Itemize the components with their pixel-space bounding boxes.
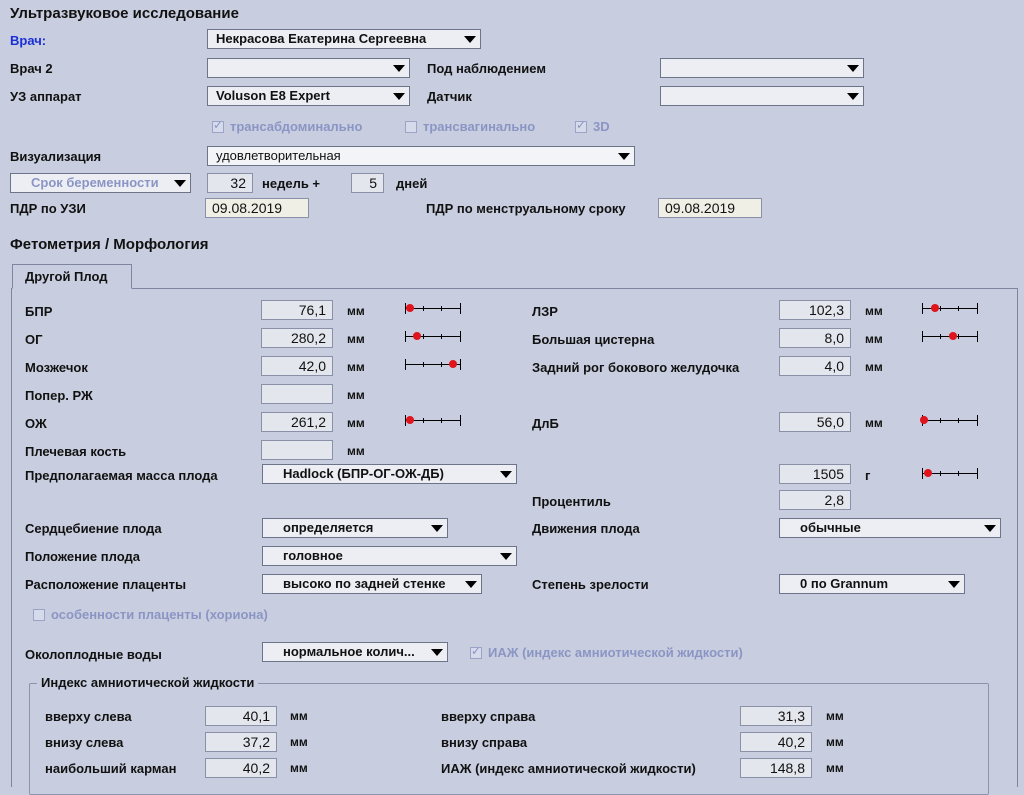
scale-mid-tick	[940, 471, 941, 476]
percentile-marker	[413, 332, 421, 340]
pdr-men-field[interactable]: 09.08.2019	[658, 198, 762, 218]
mass-value-field[interactable]: 1505	[779, 464, 851, 484]
placenta-label: Расположение плаценты	[25, 577, 187, 592]
visual-select[interactable]	[207, 146, 635, 166]
section-title: Фетометрия / Морфология	[10, 236, 209, 253]
chevron-down-icon	[393, 65, 405, 72]
transabd-checkbox[interactable]	[212, 121, 224, 133]
afi-right-label: ИАЖ (индекс амниотической жидкости)	[441, 761, 696, 776]
term-button-label: Срок беременности	[31, 175, 159, 190]
afi-right-input[interactable]: 31,3	[740, 706, 812, 726]
movement-select-value: обычные	[800, 520, 861, 535]
scale-end-tick	[460, 331, 461, 342]
chevron-down-icon	[847, 93, 859, 100]
measure-input[interactable]: 280,2	[261, 328, 333, 348]
scale-mid-tick	[423, 418, 424, 423]
measure-unit: мм	[865, 416, 883, 430]
scale-end-tick	[977, 415, 978, 426]
maturity-select[interactable]	[779, 574, 965, 594]
chevron-down-icon	[464, 36, 476, 43]
heartbeat-label: Сердцебиение плода	[25, 521, 162, 536]
afi-unit: мм	[290, 761, 308, 775]
mass-method-value: Hadlock (БПР-ОГ-ОЖ-ДБ)	[283, 466, 444, 481]
afi-left-input[interactable]: 40,1	[205, 706, 277, 726]
days-label: дней	[396, 176, 428, 191]
afi-left-label: внизу слева	[45, 735, 124, 750]
scale-mid-tick	[940, 334, 941, 339]
waters-label: Околоплодные воды	[25, 647, 162, 662]
percentile-scale	[405, 359, 461, 371]
movement-select[interactable]	[779, 518, 1001, 538]
percentile-scale	[922, 303, 978, 315]
doctor-select[interactable]	[207, 29, 481, 49]
chevron-down-icon	[431, 525, 443, 532]
iaj-check-label: ИАЖ (индекс амниотической жидкости)	[488, 645, 743, 660]
measure-label: ОЖ	[25, 416, 47, 431]
measure-unit: мм	[865, 332, 883, 346]
position-label: Положение плода	[25, 549, 140, 564]
percentile-scale	[405, 415, 461, 427]
measure-label: ОГ	[25, 332, 43, 347]
measure-input[interactable]: 4,0	[779, 356, 851, 376]
scale-end-tick	[977, 468, 978, 479]
scale-end-tick	[977, 303, 978, 314]
measure-input[interactable]: 42,0	[261, 356, 333, 376]
measure-input[interactable]: 102,3	[779, 300, 851, 320]
iaj-checkbox[interactable]	[470, 647, 482, 659]
pdr-us-label: ПДР по УЗИ	[10, 201, 86, 216]
scale-mid-tick	[958, 306, 959, 311]
mass-percentile-scale	[922, 468, 978, 480]
maturity-select-value: 0 по Grannum	[800, 576, 889, 591]
scale-mid-tick	[423, 334, 424, 339]
tab-other-fetus[interactable]: Другой Плод	[12, 264, 132, 289]
scale-mid-tick	[441, 306, 442, 311]
scale-mid-tick	[441, 334, 442, 339]
measure-unit: мм	[865, 304, 883, 318]
waters-select-value: нормальное колич...	[283, 644, 415, 659]
term-button[interactable]	[10, 173, 191, 193]
afi-right-label: вверху справа	[441, 709, 536, 724]
scale-mid-tick	[441, 418, 442, 423]
measure-label: Плечевая кость	[25, 444, 127, 459]
position-select-value: головное	[283, 548, 343, 563]
percentile-marker	[924, 469, 932, 477]
chevron-down-icon	[847, 65, 859, 72]
percentile-marker	[931, 304, 939, 312]
device-label: УЗ аппарат	[10, 89, 82, 104]
mass-unit: г	[865, 468, 871, 483]
percentile-scale	[405, 331, 461, 343]
afi-right-input[interactable]: 148,8	[740, 758, 812, 778]
doctor-label: Врач:	[10, 33, 47, 48]
measure-label: Задний рог бокового желудочка	[532, 360, 740, 375]
observe-select[interactable]	[660, 58, 864, 78]
measure-input[interactable]	[261, 440, 333, 460]
scale-end-tick	[977, 331, 978, 342]
scale-end-tick	[405, 331, 406, 342]
scale-line	[922, 420, 978, 421]
doctor2-label: Врач 2	[10, 61, 53, 76]
measure-unit: мм	[865, 360, 883, 374]
visual-select-value: удовлетворительная	[216, 148, 341, 163]
measure-unit: мм	[347, 388, 365, 402]
heartbeat-select[interactable]	[262, 518, 448, 538]
percentile-marker	[406, 416, 414, 424]
measure-input[interactable]: 261,2	[261, 412, 333, 432]
measure-label: ЛЗР	[532, 304, 558, 319]
measure-label: ДлБ	[532, 416, 559, 431]
device-select[interactable]	[207, 86, 410, 106]
scale-end-tick	[922, 331, 923, 342]
mass-method-select[interactable]	[262, 464, 517, 484]
percentile-marker	[406, 304, 414, 312]
chevron-down-icon	[984, 525, 996, 532]
percentile-scale	[922, 331, 978, 343]
sensor-label: Датчик	[427, 89, 472, 104]
heartbeat-select-value: определяется	[283, 520, 374, 535]
measure-label: БПР	[25, 304, 53, 319]
placenta-select[interactable]	[262, 574, 482, 594]
visual-label: Визуализация	[10, 149, 102, 164]
device-select-value: Voluson E8 Expert	[216, 88, 330, 103]
position-select[interactable]	[262, 546, 517, 566]
3d-checkbox[interactable]	[575, 121, 587, 133]
placenta-select-value: высоко по задней стенке	[283, 576, 446, 591]
afi-unit: мм	[826, 709, 844, 723]
transabd-label: трансабдоминально	[230, 119, 363, 134]
chevron-down-icon	[393, 93, 405, 100]
afi-left-input[interactable]: 40,2	[205, 758, 277, 778]
chevron-down-icon	[465, 581, 477, 588]
afi-left-label: вверху слева	[45, 709, 132, 724]
measure-unit: мм	[347, 360, 365, 374]
chevron-down-icon	[948, 581, 960, 588]
chevron-down-icon	[618, 153, 630, 160]
percentile-marker	[920, 416, 928, 424]
days-input[interactable]: 5	[351, 173, 384, 193]
afi-left-label: наибольший карман	[45, 761, 177, 776]
placenta-features-checkbox[interactable]	[33, 609, 45, 621]
percentile-field[interactable]: 2,8	[779, 490, 851, 510]
measure-input[interactable]: 8,0	[779, 328, 851, 348]
chevron-down-icon	[500, 471, 512, 478]
maturity-label: Степень зрелости	[532, 577, 649, 592]
scale-end-tick	[460, 415, 461, 426]
doctor2-select[interactable]	[207, 58, 410, 78]
scale-mid-tick	[940, 306, 941, 311]
measure-input[interactable]: 76,1	[261, 300, 333, 320]
measure-unit: мм	[347, 304, 365, 318]
mass-label: Предполагаемая масса плода	[25, 468, 218, 483]
afi-unit: мм	[826, 761, 844, 775]
afi-unit: мм	[290, 735, 308, 749]
scale-mid-tick	[958, 334, 959, 339]
chevron-down-icon	[431, 649, 443, 656]
measure-unit: мм	[347, 444, 365, 458]
afi-group-title: Индекс амниотической жидкости	[37, 675, 258, 690]
afi-unit: мм	[826, 735, 844, 749]
scale-end-tick	[922, 303, 923, 314]
scale-mid-tick	[940, 418, 941, 423]
measure-label: Мозжечок	[25, 360, 88, 375]
scale-end-tick	[460, 303, 461, 314]
doctor-select-value: Некрасова Екатерина Сергеевна	[216, 31, 427, 46]
chevron-down-icon	[500, 553, 512, 560]
scale-end-tick	[405, 359, 406, 370]
movement-label: Движения плода	[532, 521, 640, 536]
percentile-label: Процентиль	[532, 494, 611, 509]
afi-right-input[interactable]: 40,2	[740, 732, 812, 752]
transvag-label: трансвагинально	[423, 119, 536, 134]
weeks-input[interactable]: 32	[207, 173, 253, 193]
scale-mid-tick	[958, 418, 959, 423]
transvag-checkbox[interactable]	[405, 121, 417, 133]
measure-input[interactable]	[261, 384, 333, 404]
page-title: Ультразвуковое исследование	[10, 5, 239, 22]
afi-left-input[interactable]: 37,2	[205, 732, 277, 752]
measure-unit: мм	[347, 332, 365, 346]
pdr-us-field[interactable]: 09.08.2019	[205, 198, 309, 218]
scale-end-tick	[460, 359, 461, 370]
measure-label: Попер. РЖ	[25, 388, 93, 403]
percentile-marker	[949, 332, 957, 340]
scale-mid-tick	[958, 471, 959, 476]
measure-unit: мм	[347, 416, 365, 430]
percentile-marker	[449, 360, 457, 368]
3d-label: 3D	[593, 119, 610, 134]
percentile-scale	[405, 303, 461, 315]
weeks-label: недель +	[262, 176, 321, 191]
percentile-scale	[922, 415, 978, 427]
measure-input[interactable]: 56,0	[779, 412, 851, 432]
sensor-select[interactable]	[660, 86, 864, 106]
observe-label: Под наблюдением	[427, 61, 546, 76]
scale-mid-tick	[423, 362, 424, 367]
scale-mid-tick	[423, 306, 424, 311]
placenta-features-label: особенности плаценты (хориона)	[51, 607, 268, 622]
scale-mid-tick	[441, 362, 442, 367]
waters-select[interactable]	[262, 642, 448, 662]
measure-label: Большая цистерна	[532, 332, 655, 347]
pdr-men-label: ПДР по менструальному сроку	[426, 201, 626, 216]
scale-end-tick	[922, 468, 923, 479]
afi-right-label: внизу справа	[441, 735, 528, 750]
chevron-down-icon	[174, 180, 186, 187]
afi-unit: мм	[290, 709, 308, 723]
